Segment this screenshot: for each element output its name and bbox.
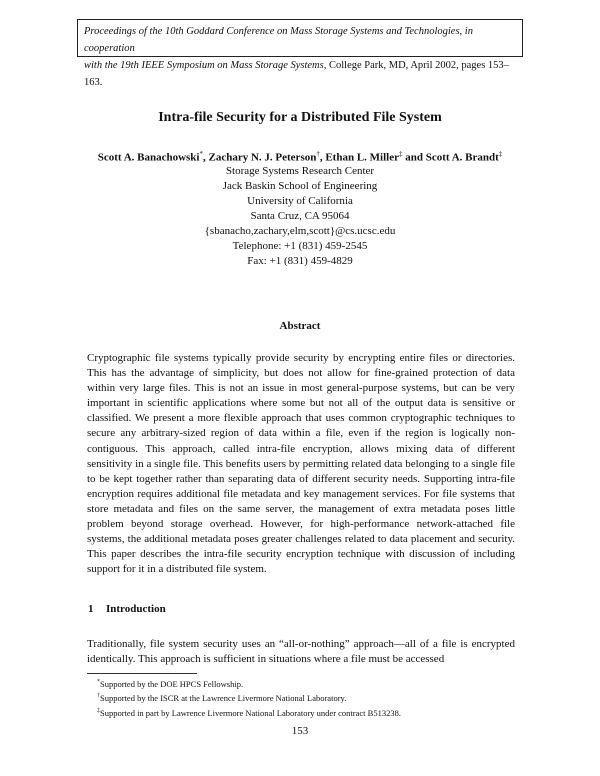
affil-center: Storage Systems Research Center: [225, 165, 375, 177]
affil-email: {sbanacho,zachary,elm,scott}@cs.ucsc.edu: [204, 225, 396, 237]
author-3-mark: ‡: [398, 150, 403, 158]
header-line1: Proceedings of the 10th Goddard Conference on Mass Storage Systems and Technologies, in cooperation: [84, 26, 473, 54]
affil-school: Jack Baskin School of Engineering: [222, 180, 378, 192]
section-number: 1: [88, 603, 94, 615]
footnote-3: ‡Supported in part by Lawrence Livermore National Laboratory under contract B513238.: [97, 707, 401, 718]
author-2-mark: †: [316, 150, 320, 158]
author-4: and Scott A. Brandt: [402, 151, 499, 164]
footnote-rule: [87, 673, 197, 674]
header-line2-rest: College Park, MD, April 2002, pages 153–163.: [84, 60, 509, 88]
author-4-mark: ‡: [498, 150, 503, 158]
proceedings-header: [77, 19, 523, 88]
affiliation-block: [0, 164, 600, 269]
section-heading: [88, 603, 166, 615]
footnotes: [87, 673, 515, 719]
abstract-text: Cryptographic file systems typically provide security by encrypting entire files or directories. This has the advantage of simplicity, but does not allow for fine-grained protection of data within very large files. This is not an issue in most general-purpose systems, but can be very important in scientific applications where some but not all of the output data is sensitive or classified. We present a more flexible approach that uses common cryptographic techniques to secure any arbitrary-sized region of data within a file, even if the region is logically non-contiguous. This approach, called intra-file encryption, allows mixing data of different sensitivity in a single file. This benefits users by permitting related data belonging to a single file to be kept together rather than separating data of different security needs. Supporting intra-file encryption requires additional file metadata and key management services. For file systems that store metadata and files on the same server, the management of extra metadata poses little problem beyond storage overhead. However, for high-performance network-attached file systems, the additional metadata poses greater challenges related to data placement and security. This paper describes the intra-file security encryption technique with discussion of including support for it in a distributed file system.: [87, 352, 515, 576]
paper-title: Intra-file Security for a Distributed File System: [158, 110, 442, 125]
author-1: Scott A. Banachowski: [97, 151, 200, 164]
affil-telephone: Telephone: +1 (831) 459-2545: [232, 240, 368, 252]
abstract-heading: Abstract: [279, 320, 321, 332]
header-line2-italic: with the 19th IEEE Symposium on Mass Storage Systems,: [84, 60, 327, 71]
section-body: Traditionally, file system security uses an “all-or-nothing” approach—all of a file is encrypted identically. This approach is sufficient in situations where a file must be accessed: [87, 638, 515, 666]
author-list: [0, 150, 600, 164]
footnote-2: †Supported by the ISCR at the Lawrence Livermore National Laboratory.: [97, 693, 347, 704]
section-title: Introduction: [106, 603, 166, 615]
author-1-mark: *: [199, 150, 203, 158]
footnote-1: *Supported by the DOE HPCS Fellowship.: [97, 678, 244, 689]
author-3: , Ethan L. Miller: [319, 151, 399, 164]
affil-university: University of California: [247, 195, 353, 207]
author-2: , Zachary N. J. Peterson: [203, 151, 317, 164]
affil-fax: Fax: +1 (831) 459-4829: [247, 255, 353, 267]
page-number: 153: [291, 725, 309, 737]
affil-city: Santa Cruz, CA 95064: [250, 210, 350, 222]
